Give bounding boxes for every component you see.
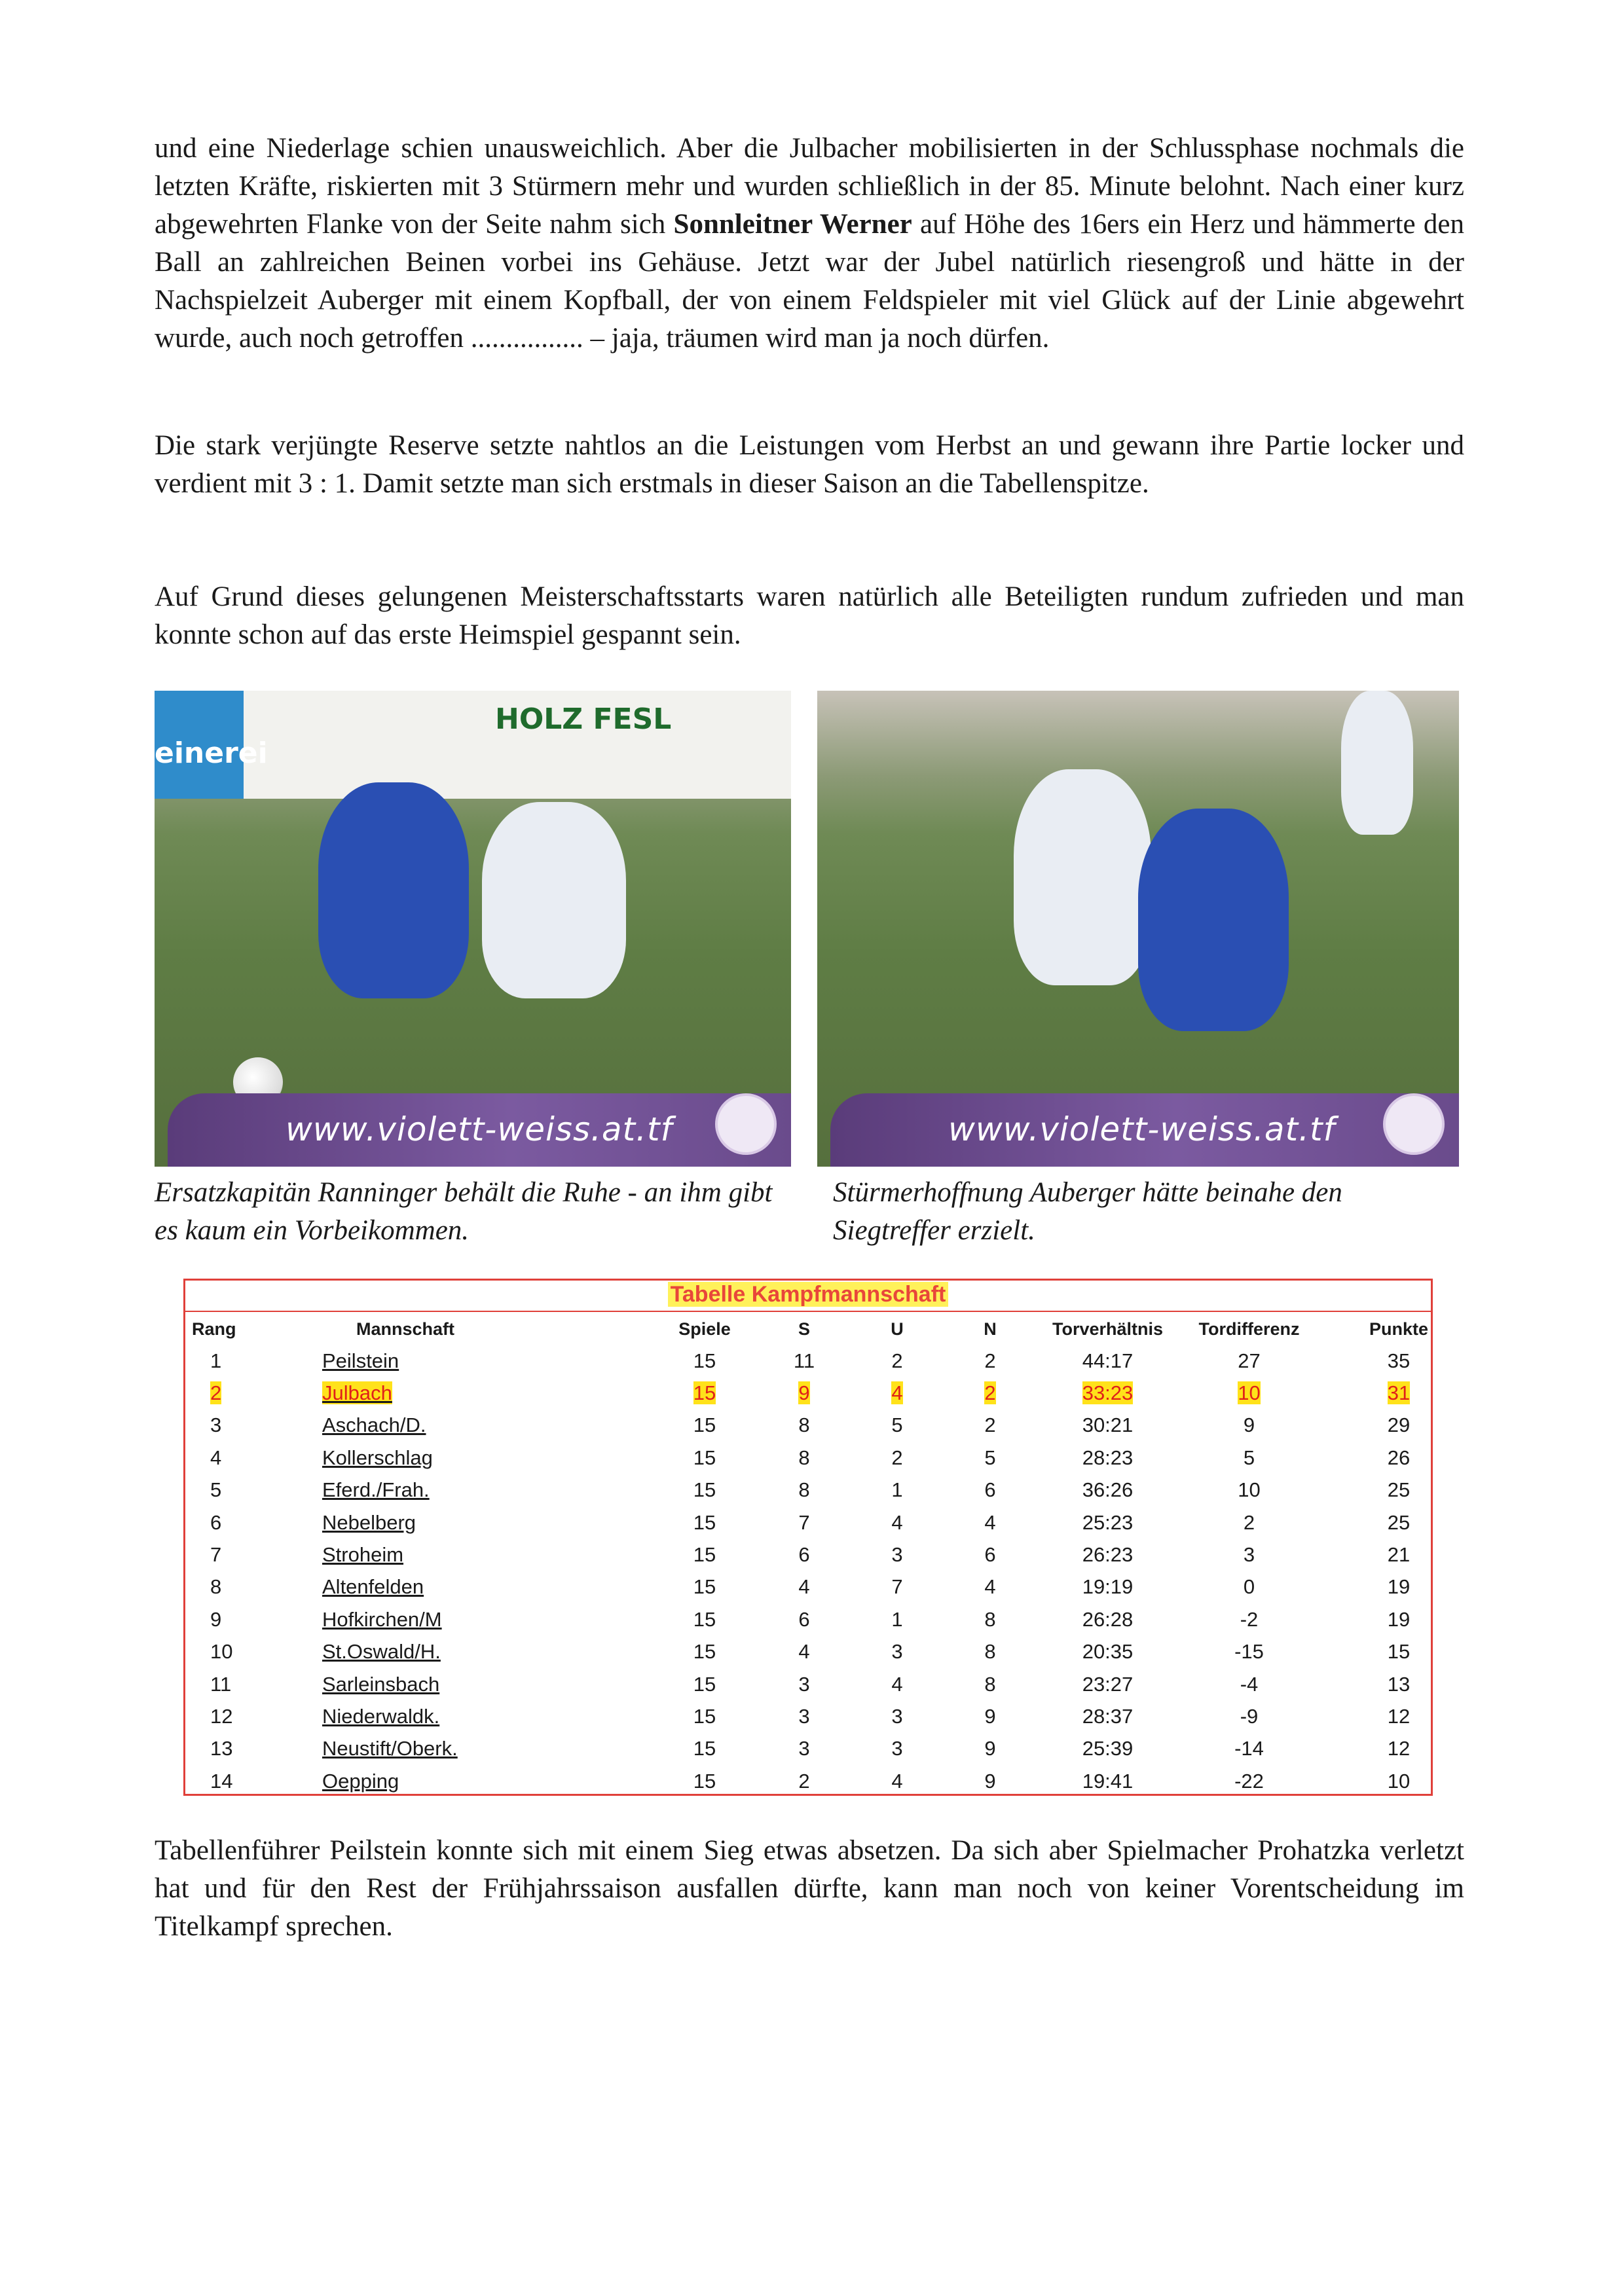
ad-text-right: HOLZ FESL <box>495 702 672 736</box>
standings-grid <box>185 1313 1478 1797</box>
team-link[interactable]: Hofkirchen/M <box>322 1607 442 1631</box>
cell-s: 3 <box>798 1672 810 1696</box>
header-team: Mannschaft <box>356 1319 455 1339</box>
cell-s: 3 <box>798 1737 810 1760</box>
table-row <box>185 1668 1478 1700</box>
cell-u: 4 <box>891 1381 903 1405</box>
player-blue-figure <box>1138 809 1289 1031</box>
cell-torverhaeltnis: 19:41 <box>1082 1769 1134 1793</box>
cell-u: 3 <box>891 1704 903 1728</box>
title-divider <box>185 1311 1431 1312</box>
header-torverhaeltnis: Torverhältnis <box>1052 1319 1164 1339</box>
table-row <box>185 1345 1478 1377</box>
match-photo-1 <box>155 691 791 1167</box>
ad-text-left: einerei <box>155 737 268 770</box>
cell-rang: 3 <box>210 1413 222 1437</box>
cell-n: 4 <box>984 1510 996 1534</box>
cell-u: 5 <box>891 1413 903 1437</box>
standings-table <box>183 1279 1433 1796</box>
player-white-figure <box>482 802 626 998</box>
photo-caption-2: Stürmerhoffnung Auberger hätte beinahe den Siegtreffer erzielt. <box>833 1177 1342 1246</box>
header-u: U <box>891 1319 904 1339</box>
table-row <box>185 1442 1478 1474</box>
cell-rang: 8 <box>210 1575 222 1599</box>
cell-punkte: 13 <box>1387 1672 1411 1696</box>
team-link[interactable]: Neustift/Oberk. <box>322 1737 458 1760</box>
cell-spiele: 15 <box>693 1543 716 1567</box>
table-row <box>185 1506 1478 1539</box>
cell-spiele: 15 <box>693 1769 716 1793</box>
cell-u: 1 <box>891 1607 903 1631</box>
cell-rang: 1 <box>210 1349 222 1372</box>
cell-n: 8 <box>984 1607 996 1631</box>
cell-n: 9 <box>984 1769 996 1793</box>
cell-spiele: 15 <box>693 1413 716 1437</box>
cell-u: 4 <box>891 1769 903 1793</box>
cell-torverhaeltnis: 33:23 <box>1082 1381 1134 1405</box>
cell-torverhaeltnis: 30:21 <box>1082 1413 1134 1437</box>
cell-n: 4 <box>984 1575 996 1599</box>
table-row <box>185 1539 1478 1571</box>
cell-punkte: 15 <box>1387 1640 1411 1664</box>
table-row <box>185 1636 1478 1668</box>
header-spiele: Spiele <box>678 1319 731 1339</box>
table-row <box>185 1733 1478 1765</box>
cell-tordifferenz: -22 <box>1234 1769 1264 1793</box>
header-n: N <box>984 1319 997 1339</box>
cell-tordifferenz: 10 <box>1238 1381 1261 1405</box>
cell-punkte: 12 <box>1387 1704 1411 1728</box>
cell-u: 1 <box>891 1478 903 1502</box>
cell-torverhaeltnis: 23:27 <box>1082 1672 1134 1696</box>
cell-tordifferenz: 2 <box>1243 1510 1255 1534</box>
article-paragraph-4: Tabellenführer Peilstein konnte sich mit einem Sieg etwas absetzen. Da sich aber Spielmacher Prohatzka verletzt hat und für den Rest der Frühjahrssaison ausfallen dürfte, kann man noch von keiner Vorentscheidung im Titelkampf sprechen. <box>155 1835 1464 1942</box>
paragraph-text: auf Höhe des 16ers ein Herz und hämmerte den Ball an zahlreichen Beinen vorbei ins Gehäuse. Jetzt war der Jubel natürlich riesengroß und hätte in der Nachspielzeit Auberger mit einem Kopfball, der von einem Feldspieler mit viel Glück auf der Linie abgewehrt wurde, auch noch getroffen ................ – jaja, träumen wird man ja noch dürfen. <box>155 209 1464 354</box>
cell-torverhaeltnis: 20:35 <box>1082 1640 1134 1664</box>
cell-rang: 9 <box>210 1607 222 1631</box>
cell-torverhaeltnis: 26:28 <box>1082 1607 1134 1631</box>
photo-banner <box>168 1093 791 1167</box>
team-link[interactable]: Oepping <box>322 1769 399 1793</box>
cell-tordifferenz: 10 <box>1238 1478 1261 1502</box>
cell-spiele: 15 <box>693 1381 716 1405</box>
banner-url: www.violett-weiss.at.tf <box>948 1110 1336 1148</box>
cell-tordifferenz: -2 <box>1240 1607 1259 1631</box>
article-paragraph-2: Die stark verjüngte Reserve setzte nahtlos an die Leistungen vom Herbst an und gewann ihre Partie locker und verdient mit 3 : 1. Damit setzte man sich erstmals in dieser Saison an die Tabellenspitze. <box>155 430 1464 499</box>
header-punkte: Punkte <box>1369 1319 1429 1339</box>
team-link[interactable]: Julbach <box>322 1381 392 1405</box>
cell-rang: 10 <box>210 1640 233 1664</box>
cell-tordifferenz: 0 <box>1243 1575 1255 1599</box>
cell-u: 4 <box>891 1510 903 1534</box>
cell-spiele: 15 <box>693 1575 716 1599</box>
cell-spiele: 15 <box>693 1640 716 1664</box>
team-link[interactable]: Eferd./Frah. <box>322 1478 430 1502</box>
table-row <box>185 1410 1478 1442</box>
table-row <box>185 1765 1478 1797</box>
team-link[interactable]: Peilstein <box>322 1349 399 1372</box>
cell-u: 2 <box>891 1349 903 1372</box>
cell-tordifferenz: -15 <box>1234 1640 1264 1664</box>
team-link[interactable]: Sarleinsbach <box>322 1672 440 1696</box>
cell-n: 6 <box>984 1543 996 1567</box>
cell-torverhaeltnis: 28:37 <box>1082 1704 1134 1728</box>
header-s: S <box>798 1319 810 1339</box>
table-row <box>185 1571 1478 1603</box>
cell-tordifferenz: -14 <box>1234 1737 1264 1760</box>
paragraph-text: und eine Niederlage schien unausweichlich. Aber die Julbacher mobilisierten in der Schlussphase nochmals die letzten Kräfte, riskierten mit 3 Stürmern mehr und wurden schließlich in der 85. Minute belohnt. Nach einer kurz abgewehrten Flanke von der Seite nahm sich <box>155 133 1464 240</box>
cell-s: 6 <box>798 1543 810 1567</box>
cell-punkte: 12 <box>1387 1737 1411 1760</box>
cell-punkte: 29 <box>1387 1413 1411 1437</box>
article-paragraph-3: Auf Grund dieses gelungenen Meisterschaftsstarts waren natürlich alle Beteiligten rundum zufrieden und man konnte schon auf das erste Heimspiel gespannt sein. <box>155 581 1464 650</box>
cell-spiele: 15 <box>693 1737 716 1760</box>
team-link[interactable]: Kollerschlag <box>322 1446 433 1469</box>
cell-s: 3 <box>798 1704 810 1728</box>
cell-spiele: 15 <box>693 1672 716 1696</box>
team-link[interactable]: Niederwaldk. <box>322 1704 440 1728</box>
cell-u: 3 <box>891 1640 903 1664</box>
cell-u: 3 <box>891 1737 903 1760</box>
cell-tordifferenz: -4 <box>1240 1672 1259 1696</box>
cell-rang: 11 <box>210 1672 232 1696</box>
cell-punkte: 19 <box>1387 1575 1411 1599</box>
cell-punkte: 19 <box>1387 1607 1411 1631</box>
cell-rang: 4 <box>210 1446 222 1469</box>
cell-spiele: 15 <box>693 1349 716 1372</box>
cell-punkte: 25 <box>1387 1478 1411 1502</box>
cell-n: 8 <box>984 1672 996 1696</box>
cell-s: 7 <box>798 1510 810 1534</box>
cell-torverhaeltnis: 25:39 <box>1082 1737 1134 1760</box>
cell-s: 4 <box>798 1640 810 1664</box>
cell-u: 7 <box>891 1575 903 1599</box>
cell-punkte: 25 <box>1387 1510 1411 1534</box>
cell-rang: 14 <box>210 1769 233 1793</box>
cell-n: 2 <box>984 1381 996 1405</box>
table-row <box>185 1603 1478 1635</box>
table-body <box>185 1345 1478 1797</box>
table-title: Tabelle Kampfmannschaft <box>185 1282 1431 1309</box>
cell-n: 2 <box>984 1413 996 1437</box>
player-blue-figure <box>318 782 469 998</box>
cell-rang: 7 <box>210 1543 222 1567</box>
team-link[interactable]: Aschach/D. <box>322 1413 426 1437</box>
cell-s: 8 <box>798 1446 810 1469</box>
cell-s: 8 <box>798 1478 810 1502</box>
team-link[interactable]: Nebelberg <box>322 1510 416 1534</box>
cell-u: 4 <box>891 1672 903 1696</box>
table-row <box>185 1377 1478 1409</box>
cell-spiele: 15 <box>693 1510 716 1534</box>
cell-s: 11 <box>793 1349 815 1372</box>
cell-n: 2 <box>984 1349 996 1372</box>
banner-url: www.violett-weiss.at.tf <box>286 1110 673 1148</box>
cell-u: 2 <box>891 1446 903 1469</box>
table-header-row <box>185 1313 1478 1345</box>
cell-rang: 6 <box>210 1510 222 1534</box>
table-row <box>185 1474 1478 1506</box>
cell-n: 6 <box>984 1478 996 1502</box>
match-photo-2 <box>817 691 1459 1167</box>
cell-torverhaeltnis: 19:19 <box>1082 1575 1134 1599</box>
cell-n: 9 <box>984 1704 996 1728</box>
cell-torverhaeltnis: 36:26 <box>1082 1478 1134 1502</box>
photo-caption-1: Ersatzkapitän Ranninger behält die Ruhe - an ihm gibt es kaum ein Vorbeikommen. <box>155 1177 773 1246</box>
cell-rang: 2 <box>210 1381 222 1405</box>
cell-torverhaeltnis: 28:23 <box>1082 1446 1134 1469</box>
article-paragraph-1 <box>155 130 1464 357</box>
cell-s: 4 <box>798 1575 810 1599</box>
cell-spiele: 15 <box>693 1478 716 1502</box>
cell-punkte: 31 <box>1387 1381 1411 1405</box>
cell-s: 9 <box>798 1381 810 1405</box>
cell-spiele: 15 <box>693 1704 716 1728</box>
player-white-figure <box>1014 769 1151 985</box>
cell-spiele: 15 <box>693 1446 716 1469</box>
cell-s: 8 <box>798 1413 810 1437</box>
cell-punkte: 35 <box>1387 1349 1411 1372</box>
cell-tordifferenz: 3 <box>1243 1543 1255 1567</box>
cell-n: 8 <box>984 1640 996 1664</box>
cell-punkte: 21 <box>1387 1543 1411 1567</box>
cell-u: 3 <box>891 1543 903 1567</box>
photo-banner <box>830 1093 1459 1167</box>
team-link[interactable]: Stroheim <box>322 1543 404 1567</box>
cell-torverhaeltnis: 26:23 <box>1082 1543 1134 1567</box>
header-tordifferenz: Tordifferenz <box>1198 1319 1300 1339</box>
cell-punkte: 10 <box>1387 1769 1411 1793</box>
team-link[interactable]: St.Oswald/H. <box>322 1640 441 1664</box>
cell-tordifferenz: -9 <box>1240 1704 1259 1728</box>
cell-torverhaeltnis: 25:23 <box>1082 1510 1134 1534</box>
header-rang: Rang <box>192 1319 236 1339</box>
cell-n: 9 <box>984 1737 996 1760</box>
cell-rang: 5 <box>210 1478 222 1502</box>
cell-rang: 12 <box>210 1704 233 1728</box>
club-logo-icon <box>1383 1093 1445 1155</box>
team-link[interactable]: Altenfelden <box>322 1575 424 1599</box>
cell-s: 6 <box>798 1607 810 1631</box>
cell-torverhaeltnis: 44:17 <box>1082 1349 1134 1372</box>
cell-tordifferenz: 5 <box>1243 1446 1255 1469</box>
player-white-figure <box>1341 691 1413 835</box>
cell-n: 5 <box>984 1446 996 1469</box>
cell-tordifferenz: 27 <box>1238 1349 1261 1372</box>
player-name-bold: Sonnleitner Werner <box>673 209 912 240</box>
cell-rang: 13 <box>210 1737 233 1760</box>
table-row <box>185 1700 1478 1732</box>
cell-s: 2 <box>798 1769 810 1793</box>
club-logo-icon <box>715 1093 777 1155</box>
cell-tordifferenz: 9 <box>1243 1413 1255 1437</box>
cell-punkte: 26 <box>1387 1446 1411 1469</box>
cell-spiele: 15 <box>693 1607 716 1631</box>
